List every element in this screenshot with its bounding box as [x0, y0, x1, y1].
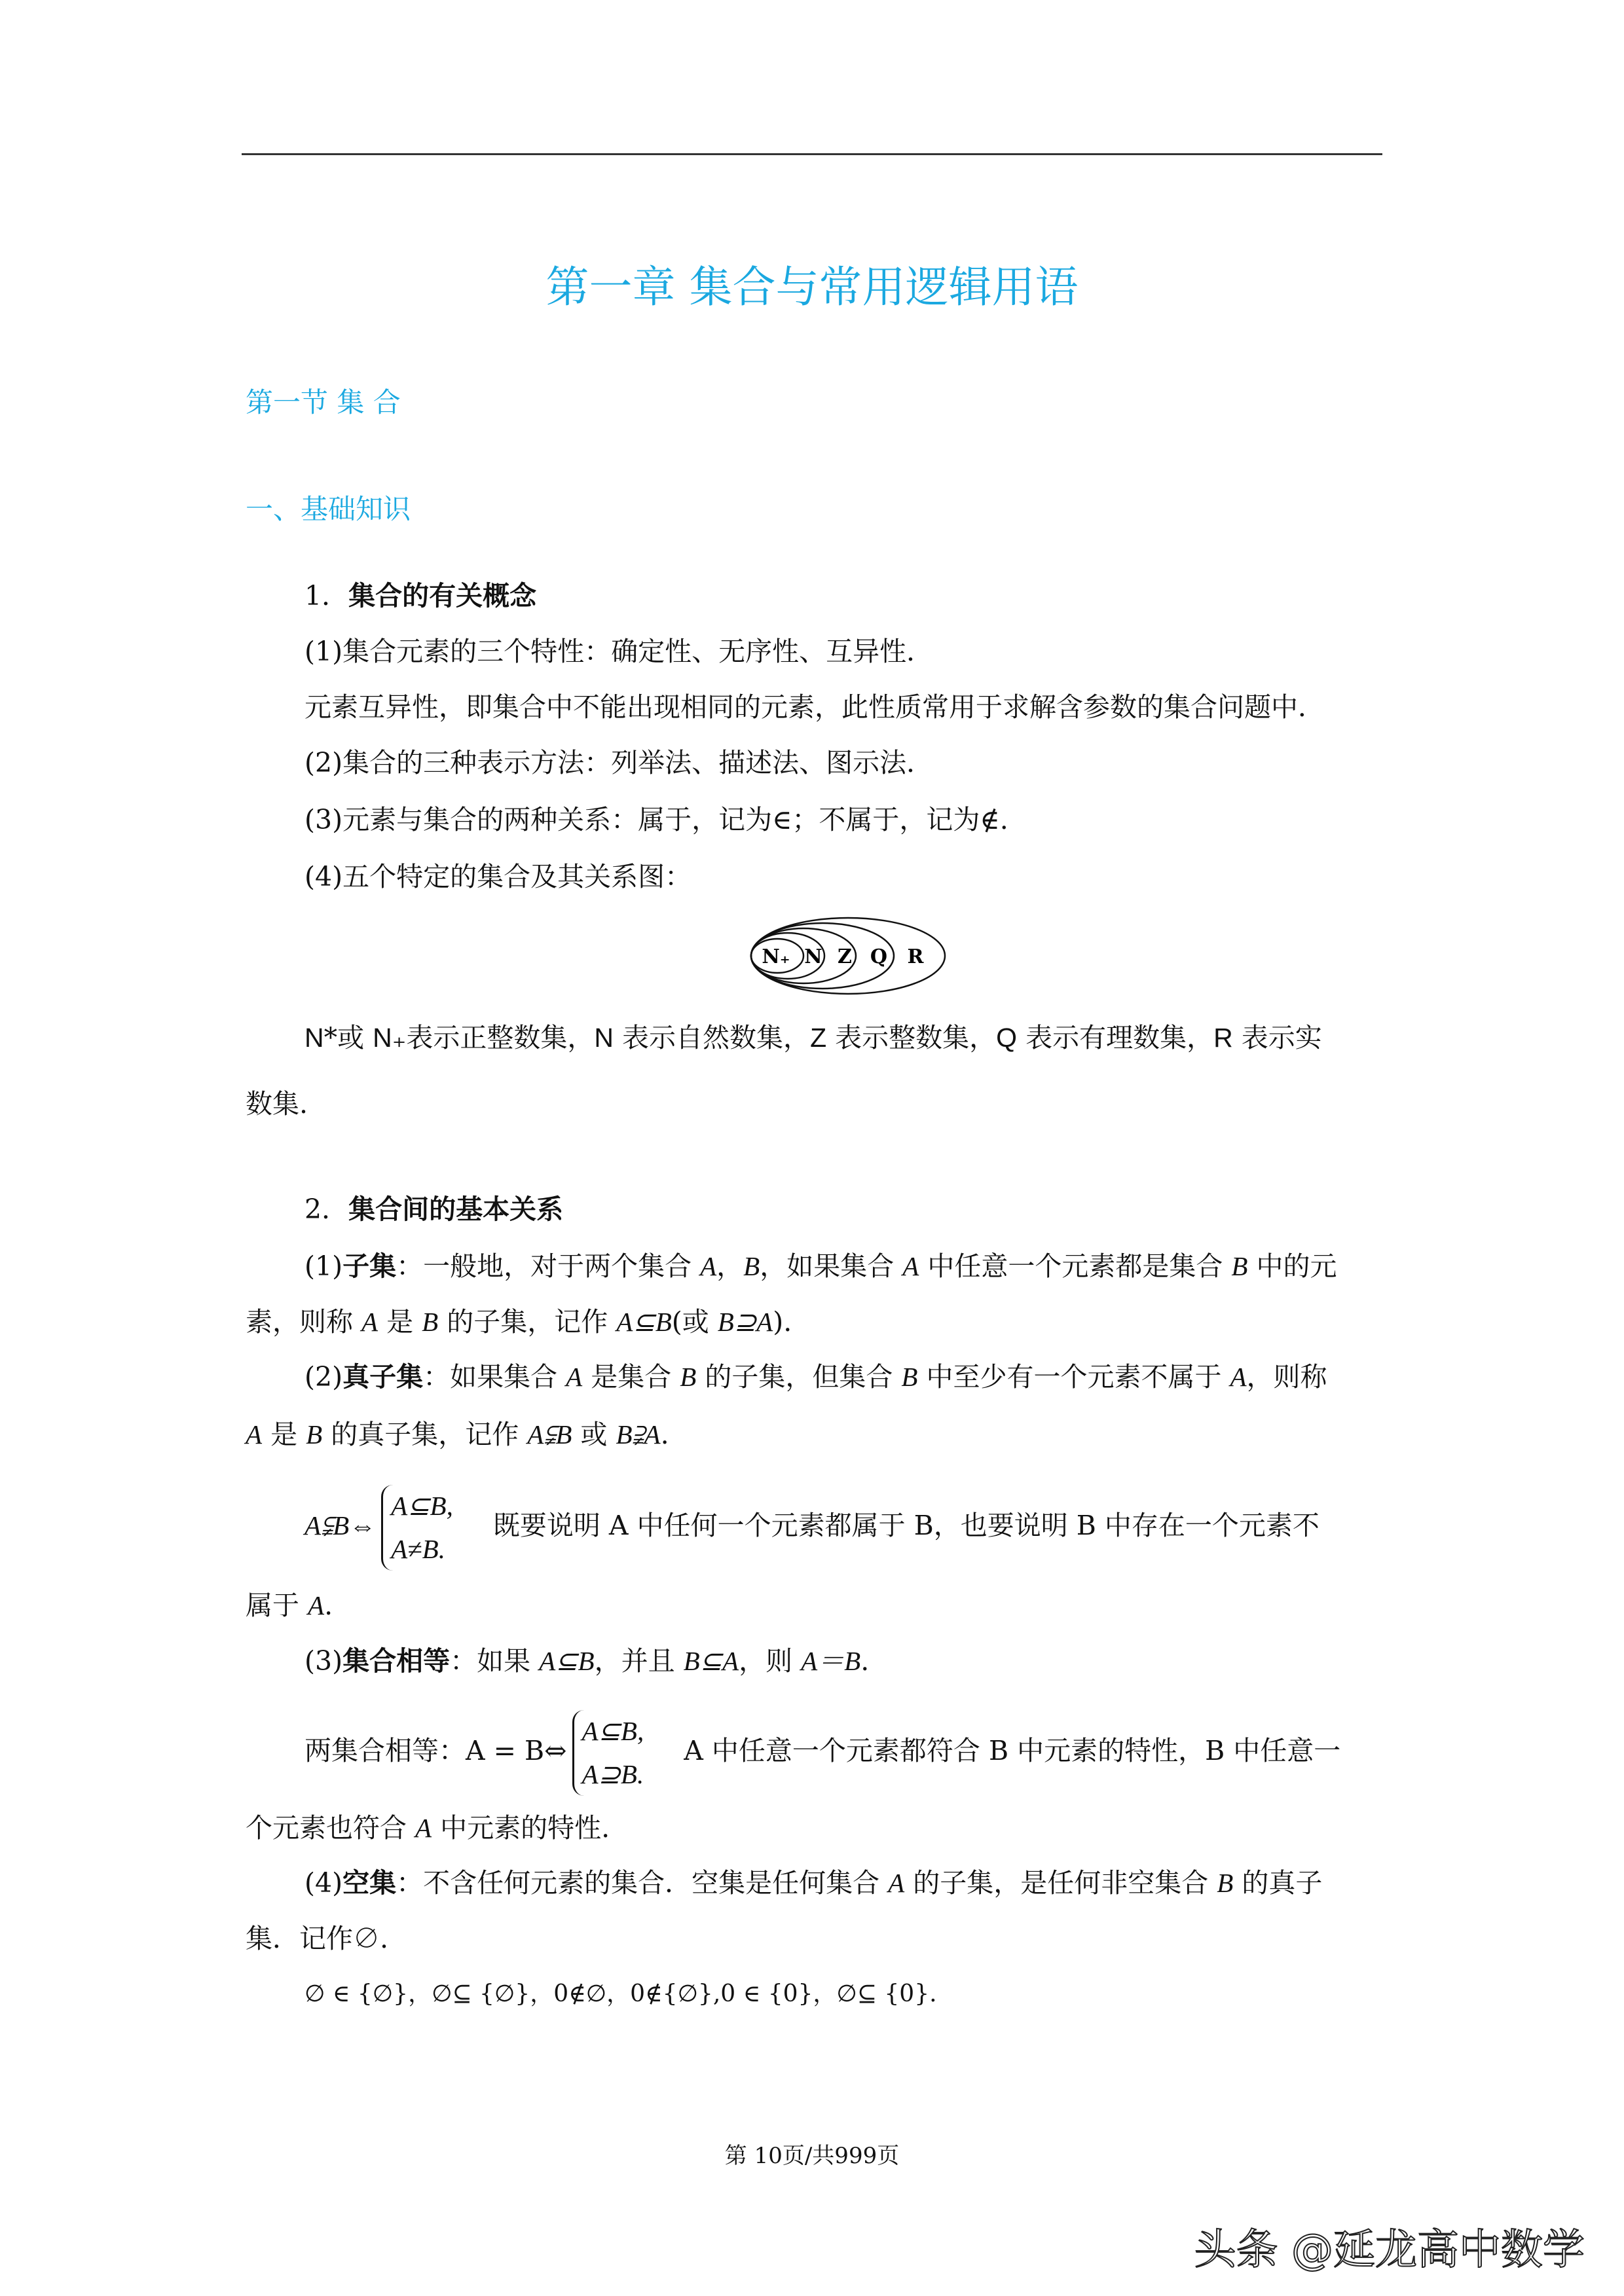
formula-set-equality — [304, 1710, 1340, 1796]
label-z: Z — [838, 945, 852, 968]
text-segment: B — [1231, 1251, 1248, 1281]
text-segment: ：如果 — [450, 1645, 540, 1677]
text-line — [304, 747, 934, 778]
text-segment: 的子集，是任何非空集合 — [904, 1867, 1217, 1899]
text-segment: 空集 — [342, 1867, 397, 1899]
text-segment: (4)五个特定的集合及其关系图： — [304, 861, 692, 892]
text-segment: * — [323, 1022, 338, 1053]
brace-cases — [572, 1710, 644, 1796]
formula-proper-subset — [304, 1485, 1320, 1571]
text-segment: (3)元素与集合的两种关系：属于，记为∈；不属于，记为∉. — [304, 804, 1008, 835]
text-line — [304, 1250, 1337, 1282]
text-segment: 是 — [262, 1419, 306, 1450]
text-line — [304, 1867, 1323, 1899]
text-line — [304, 1196, 563, 1223]
text-segment: 表示整数集， — [826, 1022, 997, 1053]
label-r: R — [907, 945, 924, 968]
subsection-title: 一、基础知识 — [246, 493, 411, 525]
text-segment: B — [680, 1362, 697, 1392]
formula-lhs: 两集合相等：A = B⇔ — [304, 1735, 567, 1767]
label-q: Q — [870, 945, 888, 968]
text-segment: (3) — [304, 1645, 343, 1677]
page-footer: 第 10页/共999页 — [724, 2143, 900, 2169]
text-segment: R — [1213, 1023, 1233, 1053]
text-segment: (4) — [304, 1867, 343, 1899]
text-segment: (1) — [304, 1250, 343, 1282]
text-segment: B⊆A — [683, 1646, 739, 1676]
case-bottom: A≠B. — [391, 1533, 445, 1564]
text-segment: N₊ — [373, 1023, 407, 1053]
text-segment: 集合的有关概念 — [348, 580, 537, 611]
text-segment: ， — [716, 1250, 744, 1282]
text-segment: 数集. — [246, 1088, 308, 1120]
text-segment: ∅ ∈ {∅}，∅⊆ {∅}，0∉∅，0∉{∅},0 ∈ {0}，∅⊆ {0}. — [304, 1980, 937, 2007]
text-segment: (2)集合的三种表示方法：列举法、描述法、图示法． — [304, 747, 934, 778]
section-title: 第一节 集 合 — [246, 386, 401, 418]
number-sets-diagram — [740, 913, 956, 998]
text-line — [304, 861, 692, 892]
text-segment: 的真子 — [1233, 1867, 1323, 1899]
text-segment: 集．记作∅. — [246, 1923, 389, 1954]
text-segment: 个元素也符合 — [246, 1812, 416, 1844]
text-segment: (或 — [671, 1306, 718, 1338]
text-segment: A — [246, 1419, 263, 1449]
text-segment: A — [308, 1590, 325, 1620]
text-segment: ：不含任何元素的集合．空集是任何集合 — [396, 1867, 889, 1899]
case-top: A⊆B, — [581, 1716, 644, 1746]
text-segment: . — [324, 1590, 333, 1621]
text-segment: 真子集 — [342, 1361, 424, 1393]
text-segment: A⊆B — [616, 1307, 672, 1337]
text-segment: ，如果集合 — [760, 1250, 903, 1282]
text-segment: 集合相等 — [342, 1645, 451, 1677]
watermark: 头条 @延龙高中数学 — [1194, 2226, 1585, 2274]
formula-explanation: A 中任意一个元素都符合 B 中元素的特性，B 中任意一 — [684, 1735, 1341, 1767]
text-segment: 1． — [304, 580, 349, 611]
text-segment: ，则称 — [1246, 1361, 1327, 1393]
text-segment: . — [860, 1645, 870, 1677]
brace-cases — [381, 1485, 453, 1571]
text-segment: 表示自然数集， — [614, 1022, 811, 1053]
text-segment: ，则 — [739, 1645, 802, 1677]
text-segment: A — [361, 1307, 378, 1337]
text-segment: B — [743, 1251, 760, 1281]
text-segment: 元素互异性，即集合中不能出现相同的元素，此性质常用于求解含参数的集合问题中． — [304, 691, 1325, 723]
text-segment: 的真子集，记作 — [322, 1419, 528, 1450]
text-line — [246, 1812, 610, 1844]
chapter-title: 第一章 集合与常用逻辑用语 — [545, 262, 1079, 312]
text-segment: A — [888, 1868, 905, 1898]
text-segment: B⊇A — [717, 1307, 773, 1337]
text-segment: A⫋B — [527, 1419, 572, 1449]
text-segment: 的子集，记作 — [438, 1306, 617, 1338]
text-segment: 子集 — [342, 1250, 397, 1282]
text-segment: ，并且 — [594, 1645, 684, 1677]
text-line — [304, 638, 933, 665]
text-segment: 中的元 — [1247, 1250, 1337, 1282]
text-segment: ：一般地，对于两个集合 — [396, 1250, 701, 1282]
text-segment: 属于 — [246, 1590, 308, 1621]
text-segment: 或 — [572, 1419, 616, 1450]
text-segment: 表示实 — [1232, 1022, 1322, 1053]
text-segment: Q — [996, 1023, 1018, 1053]
text-segment: (1)集合元素的三个特性：确定性、无序性、互异性． — [304, 636, 934, 667]
text-segment: ). — [773, 1306, 792, 1338]
text-segment: A — [700, 1251, 717, 1281]
text-line — [304, 804, 1008, 835]
text-line — [246, 1925, 388, 1952]
text-segment: B — [422, 1307, 439, 1337]
text-line — [304, 1645, 870, 1677]
text-segment: N — [594, 1023, 614, 1053]
text-line — [246, 1592, 333, 1619]
text-segment: ：如果集合 — [423, 1361, 566, 1393]
text-segment: A — [1230, 1362, 1247, 1392]
text-segment: 集合间的基本关系 — [348, 1194, 564, 1225]
text-segment: B — [1217, 1868, 1234, 1898]
text-segment: 表示正整数集， — [406, 1022, 595, 1053]
text-segment: A⊆B — [539, 1646, 595, 1676]
text-segment: 中元素的特性. — [432, 1812, 610, 1844]
text-segment: 中至少有一个元素不属于 — [917, 1361, 1230, 1393]
text-segment: B⫌A — [616, 1419, 661, 1449]
text-segment: B — [306, 1419, 323, 1449]
text-segment: A — [566, 1362, 583, 1392]
text-segment: 是集合 — [582, 1361, 680, 1393]
text-segment: 素，则称 — [246, 1306, 362, 1338]
text-line — [304, 580, 537, 611]
text-segment: 中任意一个元素都是集合 — [919, 1250, 1232, 1282]
text-segment: 或 — [337, 1022, 373, 1053]
text-segment: A＝B — [801, 1646, 861, 1676]
text-segment: Z — [810, 1023, 827, 1053]
text-line — [246, 1421, 669, 1448]
header-rule — [242, 153, 1382, 155]
text-line — [246, 1306, 792, 1338]
formula-lhs: A⫋B⇔ — [304, 1510, 377, 1541]
text-segment: A — [415, 1813, 432, 1843]
text-line — [304, 1022, 1322, 1053]
formula-explanation: 既要说明 A 中任何一个元素都属于 B，也要说明 B 中存在一个元素不 — [492, 1510, 1320, 1542]
text-line — [304, 1361, 1327, 1393]
label-n: N — [804, 945, 822, 968]
text-segment: . — [660, 1419, 669, 1450]
text-segment: 表示有理数集， — [1017, 1022, 1214, 1053]
case-bottom: A⊇B. — [581, 1758, 644, 1789]
text-segment: 是 — [378, 1306, 422, 1338]
text-segment: 2． — [304, 1194, 349, 1225]
text-line — [246, 1088, 308, 1120]
text-segment: 的子集，但集合 — [696, 1361, 902, 1393]
text-line — [304, 691, 1325, 723]
label-nplus: N₊ — [762, 945, 790, 968]
case-top: A⊆B, — [391, 1491, 453, 1521]
text-segment: (2) — [304, 1361, 343, 1393]
text-segment: A — [902, 1251, 919, 1281]
text-segment: N — [304, 1023, 324, 1053]
text-line — [304, 1982, 937, 2006]
text-segment: B — [901, 1362, 918, 1392]
